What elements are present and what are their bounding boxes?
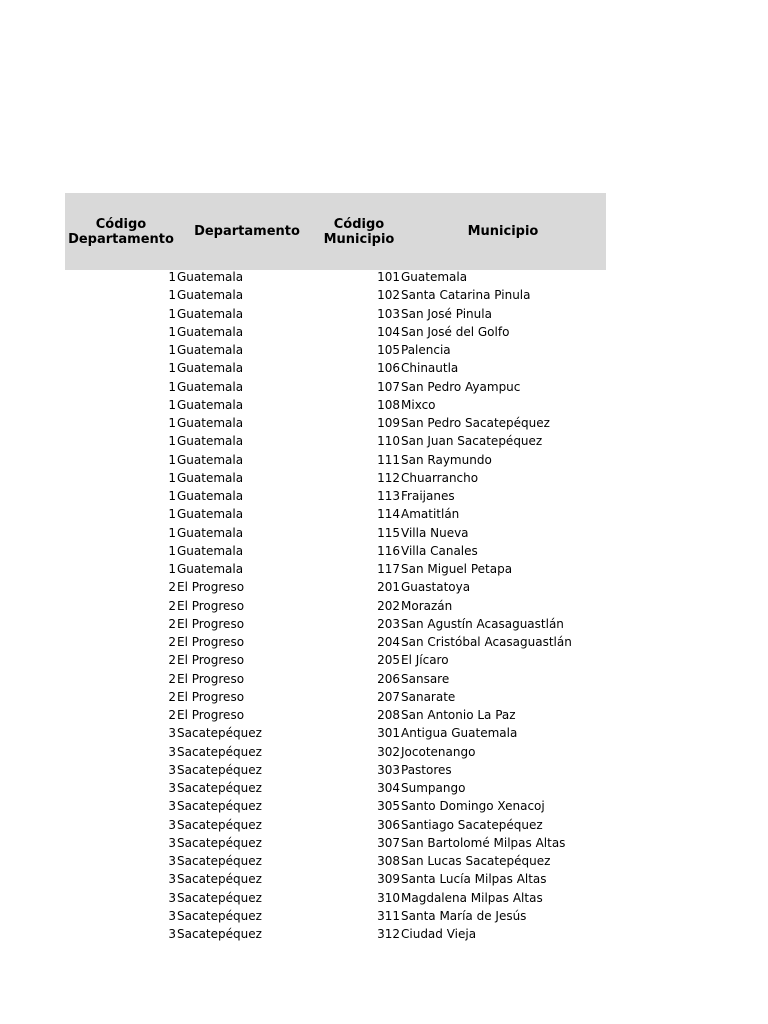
cell-codigo-departamento: 1: [168, 452, 176, 467]
cell-departamento: Guatemala: [177, 270, 244, 284]
table-row: [0, 396, 768, 414]
cell-codigo-departamento: 1: [168, 397, 176, 412]
cell-municipio: Sumpango: [401, 781, 466, 795]
cell-codigo-departamento: 1: [168, 324, 176, 339]
cell-codigo-departamento: 2: [168, 671, 176, 686]
cell-codigo-municipio: 203: [377, 616, 400, 631]
cell-codigo-departamento: 3: [168, 744, 176, 759]
cell-codigo-departamento: 2: [168, 616, 176, 631]
cell-municipio: Villa Nueva: [401, 525, 469, 540]
cell-codigo-departamento: 1: [168, 379, 176, 394]
cell-departamento: El Progreso: [177, 580, 245, 595]
cell-municipio: Santiago Sacatepéquez: [401, 817, 543, 832]
cell-codigo-departamento: 2: [168, 580, 176, 595]
cell-codigo-departamento: 2: [168, 708, 176, 722]
cell-codigo-municipio: 306: [377, 817, 400, 832]
cell-codigo-municipio: 205: [377, 653, 400, 668]
header-departamento: Departamento: [194, 224, 300, 239]
cell-municipio: Mixco: [401, 397, 436, 412]
cell-departamento: Sacatepéquez: [177, 744, 262, 759]
table-row: [0, 432, 768, 450]
cell-departamento: Guatemala: [177, 562, 244, 576]
cell-municipio: Jocotenango: [401, 744, 476, 759]
cell-departamento: Guatemala: [177, 361, 244, 376]
cell-codigo-municipio: 111: [377, 452, 400, 467]
table-row: [0, 761, 768, 779]
cell-municipio: San Raymundo: [401, 452, 492, 467]
cell-municipio: Palencia: [401, 343, 451, 357]
cell-departamento: Guatemala: [177, 543, 244, 558]
cell-municipio: Santa María de Jesús: [401, 908, 527, 923]
cell-codigo-departamento: 3: [168, 927, 176, 941]
cell-codigo-departamento: 3: [168, 762, 176, 777]
cell-codigo-departamento: 1: [168, 543, 176, 558]
cell-municipio: Antigua Guatemala: [401, 726, 518, 741]
table-row: [0, 487, 768, 505]
cell-municipio: San José Pinula: [401, 306, 492, 321]
cell-departamento: El Progreso: [177, 653, 245, 668]
cell-codigo-municipio: 304: [377, 781, 400, 795]
cell-municipio: San Agustín Acasaguastlán: [401, 616, 564, 631]
cell-departamento: El Progreso: [177, 708, 245, 722]
table-row: [0, 779, 768, 797]
table-row: [0, 524, 768, 542]
cell-codigo-departamento: 3: [168, 781, 176, 795]
cell-codigo-municipio: 302: [377, 744, 400, 759]
cell-municipio: Villa Canales: [401, 543, 478, 558]
cell-codigo-municipio: 101: [377, 270, 400, 284]
cell-codigo-municipio: 305: [377, 799, 400, 814]
cell-codigo-municipio: 114: [377, 507, 400, 522]
cell-departamento: El Progreso: [177, 598, 245, 613]
table-row: [0, 542, 768, 560]
table-row: [0, 505, 768, 523]
cell-departamento: Guatemala: [177, 507, 244, 522]
cell-codigo-departamento: 2: [168, 598, 176, 613]
cell-codigo-departamento: 2: [168, 653, 176, 668]
header-municipio: Municipio: [467, 224, 539, 239]
cell-codigo-departamento: 3: [168, 872, 176, 887]
cell-codigo-departamento: 1: [168, 507, 176, 522]
table-row: [0, 414, 768, 432]
cell-departamento: Guatemala: [177, 397, 244, 412]
cell-codigo-departamento: 3: [168, 799, 176, 814]
cell-municipio: San Pedro Sacatepéquez: [401, 416, 550, 430]
cell-codigo-municipio: 103: [377, 306, 400, 321]
cell-municipio: San Bartolomé Milpas Altas: [401, 835, 566, 850]
table-row: [0, 834, 768, 852]
cell-codigo-departamento: 1: [168, 288, 176, 303]
cell-codigo-municipio: 104: [377, 324, 400, 339]
table-row: [0, 743, 768, 761]
cell-departamento: Guatemala: [177, 470, 244, 485]
cell-codigo-municipio: 204: [377, 635, 400, 649]
table-row: [0, 651, 768, 669]
cell-codigo-departamento: 2: [168, 635, 176, 649]
cell-departamento: Sacatepéquez: [177, 762, 262, 777]
cell-codigo-departamento: 3: [168, 854, 176, 868]
cell-codigo-departamento: 3: [168, 835, 176, 850]
cell-departamento: Guatemala: [177, 525, 244, 540]
cell-codigo-departamento: 1: [168, 489, 176, 503]
table-row: [0, 578, 768, 596]
cell-codigo-departamento: 3: [168, 726, 176, 741]
cell-departamento: Guatemala: [177, 434, 244, 449]
cell-departamento: Sacatepéquez: [177, 872, 262, 887]
table-row: [0, 925, 768, 943]
table-row: [0, 688, 768, 706]
cell-municipio: Santa Lucía Milpas Altas: [401, 872, 547, 887]
cell-municipio: Santa Catarina Pinula: [401, 288, 531, 303]
cell-codigo-departamento: 1: [168, 306, 176, 321]
cell-departamento: Sacatepéquez: [177, 835, 262, 850]
cell-codigo-municipio: 102: [377, 288, 400, 303]
cell-codigo-municipio: 206: [377, 671, 400, 686]
cell-departamento: Sacatepéquez: [177, 817, 262, 832]
cell-municipio: Magdalena Milpas Altas: [401, 890, 543, 905]
table-row: [0, 323, 768, 341]
cell-codigo-municipio: 109: [377, 416, 400, 430]
cell-departamento: Sacatepéquez: [177, 908, 262, 923]
cell-departamento: Guatemala: [177, 288, 244, 303]
cell-municipio: San Antonio La Paz: [401, 708, 516, 722]
cell-municipio: Fraijanes: [401, 489, 455, 503]
cell-codigo-municipio: 112: [377, 470, 400, 485]
cell-municipio: San José del Golfo: [401, 324, 510, 339]
cell-codigo-municipio: 202: [377, 598, 400, 613]
cell-codigo-municipio: 108: [377, 397, 400, 412]
table-row: [0, 633, 768, 651]
cell-municipio: Guastatoya: [401, 580, 471, 595]
cell-codigo-departamento: 3: [168, 908, 176, 923]
cell-codigo-departamento: 1: [168, 270, 176, 284]
cell-municipio: San Cristóbal Acasaguastlán: [401, 635, 572, 649]
table-row: [0, 706, 768, 724]
cell-departamento: Sacatepéquez: [177, 890, 262, 905]
cell-codigo-departamento: 1: [168, 470, 176, 485]
cell-departamento: Sacatepéquez: [177, 854, 262, 868]
cell-departamento: Guatemala: [177, 306, 244, 321]
cell-municipio: Sansare: [401, 671, 450, 686]
header-codigo-departamento: Código Departamento: [68, 216, 174, 247]
cell-codigo-municipio: 303: [377, 762, 400, 777]
cell-municipio: Chinautla: [401, 361, 459, 376]
cell-departamento: Sacatepéquez: [177, 726, 262, 741]
cell-codigo-departamento: 1: [168, 361, 176, 376]
cell-codigo-municipio: 309: [377, 872, 400, 887]
table-row: [0, 268, 768, 286]
table-row: [0, 870, 768, 888]
cell-departamento: El Progreso: [177, 689, 245, 704]
cell-departamento: Sacatepéquez: [177, 799, 262, 814]
table-row: [0, 305, 768, 323]
table-row: [0, 597, 768, 615]
cell-municipio: Pastores: [401, 762, 452, 777]
header-codigo-municipio: Código Municipio: [323, 216, 395, 247]
cell-codigo-municipio: 201: [377, 580, 400, 595]
cell-codigo-municipio: 310: [377, 890, 400, 905]
table-row: [0, 724, 768, 742]
cell-municipio: Guatemala: [401, 270, 468, 284]
cell-departamento: Guatemala: [177, 343, 244, 357]
cell-codigo-municipio: 113: [377, 489, 400, 503]
table-row: [0, 816, 768, 834]
table-row: [0, 451, 768, 469]
cell-codigo-departamento: 1: [168, 434, 176, 449]
cell-codigo-municipio: 311: [377, 908, 400, 923]
cell-departamento: Sacatepéquez: [177, 927, 262, 941]
cell-codigo-municipio: 116: [377, 543, 400, 558]
cell-departamento: El Progreso: [177, 671, 245, 686]
table-row: [0, 889, 768, 907]
table-row: [0, 615, 768, 633]
cell-codigo-municipio: 301: [377, 726, 400, 741]
cell-municipio: Amatitlán: [401, 507, 460, 522]
cell-codigo-municipio: 312: [377, 927, 400, 941]
cell-codigo-departamento: 1: [168, 525, 176, 540]
cell-municipio: El Jícaro: [401, 653, 449, 668]
cell-departamento: El Progreso: [177, 635, 245, 649]
cell-municipio: San Pedro Ayampuc: [401, 379, 521, 394]
cell-codigo-municipio: 308: [377, 854, 400, 868]
table-row: [0, 469, 768, 487]
cell-municipio: Chuarrancho: [401, 470, 479, 485]
cell-codigo-municipio: 207: [377, 689, 400, 704]
cell-departamento: Guatemala: [177, 416, 244, 430]
cell-codigo-departamento: 1: [168, 416, 176, 430]
cell-codigo-departamento: 3: [168, 890, 176, 905]
cell-codigo-municipio: 208: [377, 708, 400, 722]
cell-departamento: Guatemala: [177, 452, 244, 467]
table-row: [0, 907, 768, 925]
table-row: [0, 286, 768, 304]
cell-departamento: Guatemala: [177, 324, 244, 339]
cell-departamento: Guatemala: [177, 489, 244, 503]
table-row: [0, 797, 768, 815]
cell-codigo-departamento: 2: [168, 689, 176, 704]
table-row: [0, 359, 768, 377]
cell-municipio: Santo Domingo Xenacoj: [401, 799, 545, 814]
table-row: [0, 852, 768, 870]
cell-codigo-departamento: 3: [168, 817, 176, 832]
cell-codigo-municipio: 307: [377, 835, 400, 850]
cell-codigo-municipio: 107: [377, 379, 400, 394]
cell-codigo-departamento: 1: [168, 343, 176, 357]
table-row: [0, 670, 768, 688]
table-row: [0, 378, 768, 396]
table-row: [0, 341, 768, 359]
cell-codigo-municipio: 115: [377, 525, 400, 540]
cell-codigo-municipio: 117: [377, 562, 400, 576]
cell-departamento: El Progreso: [177, 616, 245, 631]
table-row: [0, 560, 768, 578]
cell-codigo-municipio: 110: [377, 434, 400, 449]
cell-departamento: Guatemala: [177, 379, 244, 394]
cell-departamento: Sacatepéquez: [177, 781, 262, 795]
cell-municipio: Morazán: [401, 598, 453, 613]
cell-codigo-municipio: 105: [377, 343, 400, 357]
cell-municipio: San Lucas Sacatepéquez: [401, 854, 551, 868]
cell-municipio: San Miguel Petapa: [401, 562, 513, 576]
cell-municipio: San Juan Sacatepéquez: [401, 434, 543, 449]
table-header: [65, 193, 606, 270]
cell-municipio: Sanarate: [401, 689, 456, 704]
cell-codigo-municipio: 106: [377, 361, 400, 376]
table-body: [0, 268, 768, 943]
cell-codigo-departamento: 1: [168, 562, 176, 576]
cell-municipio: Ciudad Vieja: [401, 927, 477, 941]
